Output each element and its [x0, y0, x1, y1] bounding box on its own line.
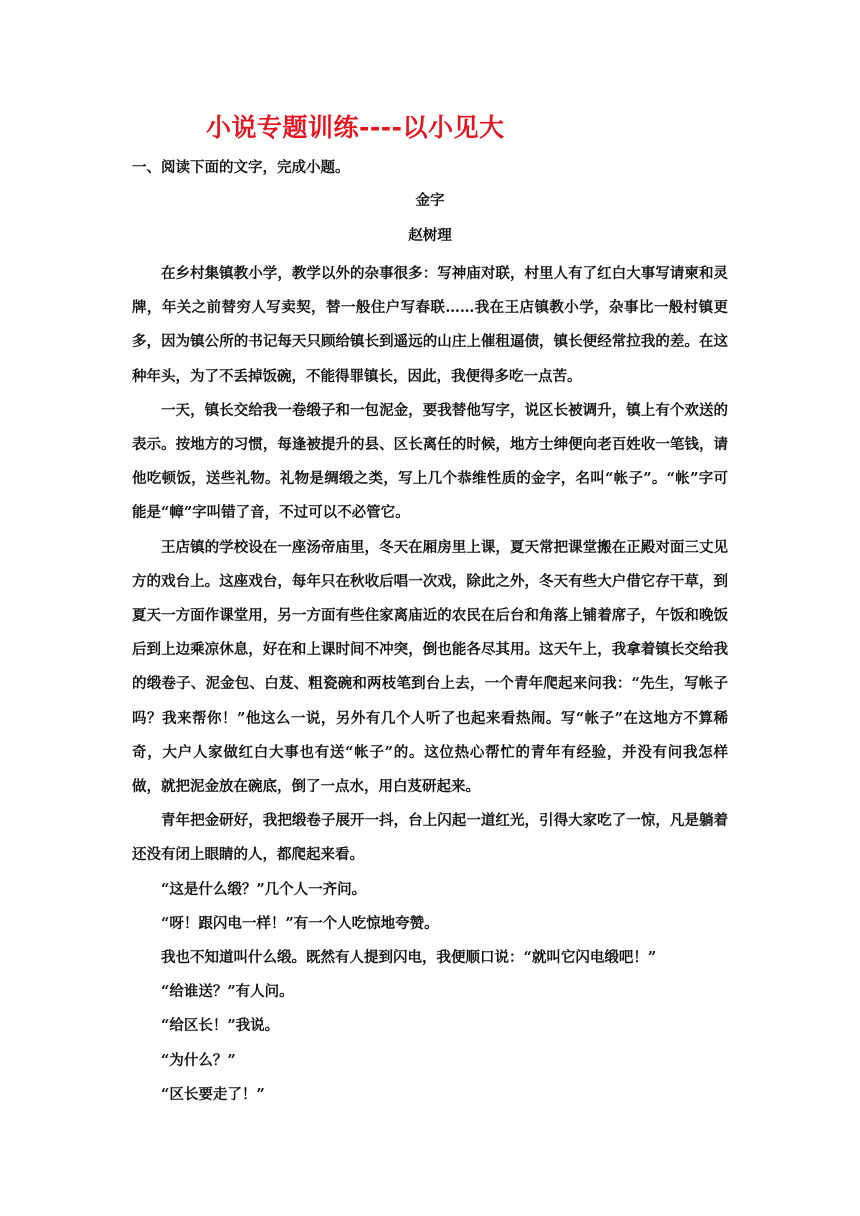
- paragraph: 青年把金研好，我把缎卷子展开一抖，台上闪起一道红光，引得大家吃了一惊，凡是躺着还没有闭上眼睛的人，都爬起来看。: [132, 812, 728, 864]
- document-title: 小说专题训练----以小见大: [206, 113, 505, 142]
- dialogue-line: “区长要走了！”: [161, 1085, 265, 1103]
- question-instruction: 一、阅读下面的文字，完成小题。: [132, 159, 350, 176]
- dialogue-line: “给谁送？”有人问。: [161, 983, 294, 1001]
- dialogue-line: “这是什么缎？”几个人一齐问。: [161, 880, 367, 898]
- paragraph: 王店镇的学校设在一座汤帝庙里，冬天在厢房里上课，夏天常把课堂搬在正殿对面三丈见方的戏台上。这座戏台，每年只在秋收后唱一次戏，除此之外，冬天有些大户借它存干草，到夏天一方面作课堂用，另一方面有些住家离庙近的农民在后台和角落上铺着席子，午饭和晚饭后到上边乘凉休息，好在和上课时间不冲突，倒也能各尽其用。这天午上，我拿着镇长交给我的缎卷子、泥金包、白芨、粗瓷碗和两枝笔到台上去，一个青年爬起来问我：“先生，写帐子吗？我来帮你！”他这么一说，另外有几个人听了也起来看热闹。写“帐子”在这地方不算稀奇，大户人家做红白大事也有送“帐子”的。这位热心帮忙的青年有经验，并没有问我怎样做，就把泥金放在碗底，倒了一点水，用白芨研起来。: [132, 538, 728, 796]
- paragraph: 在乡村集镇教小学，教学以外的杂事很多：写神庙对联，村里人有了红白大事写请柬和灵牌，年关之前替穷人写卖契，替一般住户写春联……我在王店镇教小学，杂事比一般村镇更多，因为镇公所的书记每天只顾给镇长到遥远的山庄上催租逼债，镇长便经常拉我的差。在这种年头，为了不丢掉饭碗，不能得罪镇长，因此，我便得多吃一点苦。: [132, 265, 728, 385]
- story-author: 赵树理: [408, 227, 452, 244]
- dialogue-line: “给区长！”我说。: [161, 1017, 280, 1035]
- story-title: 金字: [415, 192, 445, 209]
- paragraph: 我也不知道叫什么缎。既然有人提到闪电，我便顺口说：“就叫它闪电缎吧！”: [161, 949, 657, 967]
- dialogue-line: “为什么？”: [161, 1051, 236, 1069]
- dialogue-line: “呀！跟闪电一样！”有一个人吃惊地夸赞。: [161, 914, 439, 932]
- paragraph: 一天，镇长交给我一卷缎子和一包泥金，要我替他写字，说区长被调升，镇上有个欢送的表示。按地方的习惯，每逢被提升的县、区长离任的时候，地方士绅便向老百姓收一笔钱，请他吃顿饭，送些礼物。礼物是绸缎之类，写上几个恭维性质的金字，名叫“帐子”。“帐”字可能是“幛”字叫错了音，不过可以不必管它。: [132, 401, 728, 522]
- story-body: [132, 257, 728, 1112]
